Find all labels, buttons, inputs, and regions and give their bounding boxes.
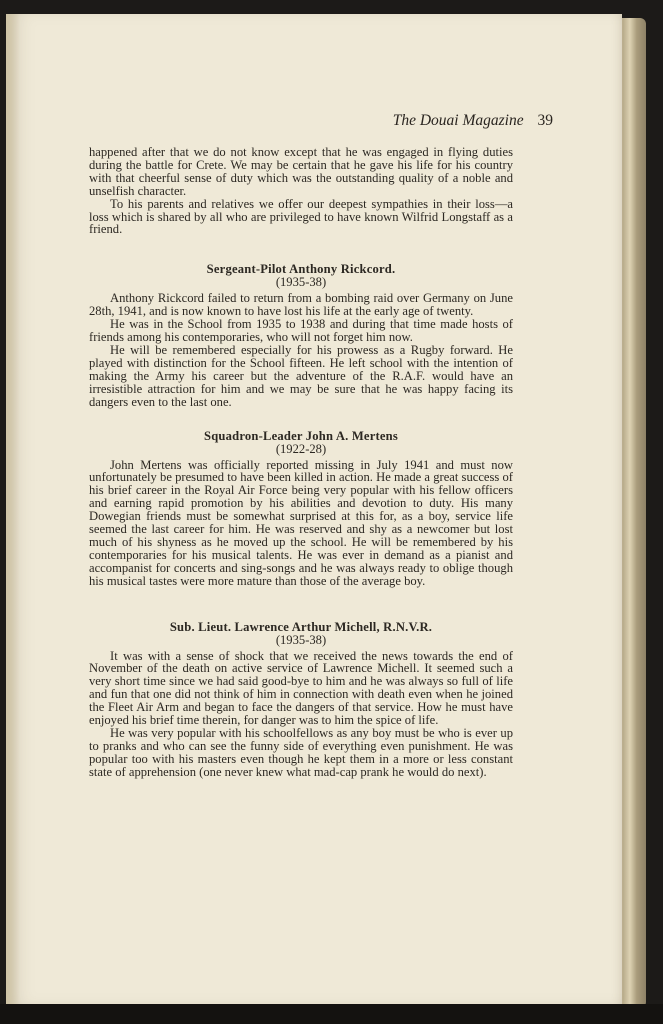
obituary-paragraph: He was in the School from 1935 to 1938 and during that time made hosts of friends among his contemporaries, who will not forget him now. [89,317,513,345]
obituary-paragraph: Anthony Rickcord failed to return from a bombing raid over Germany on June 28th, 1941, and is now known to have lost his life at the early age of twenty. [89,291,513,319]
magazine-title: The Douai Magazine [392,112,524,129]
intro-paragraph: happened after that we do not know except that he was engaged in flying duties during the battle for Crete. We may be certain that he gave his life for his country with that cheerful sense of duty which was the outstanding quality of a noble and unselfish character. [89,145,513,198]
obituary-michell [89,620,513,779]
obituary-paragraph: It was with a sense of shock that we received the news towards the end of November of the death on active service of Lawrence Michell. It seemed such a very short time since we had said good-bye to him and he was always so full of life and fun that one did not think of him in connection with death even when he joined the Fleet Air Arm and began to face the dangers of that service. How he must have enjoyed his brief time therein, for danger was to him the spice of life. [89,648,513,728]
obituary-heading: Sergeant-Pilot Anthony Rickcord. [206,262,396,277]
obituary-paragraph: He will be remembered especially for his prowess as a Rugby forward. He played with distinction for the School fifteen. He left school with the intention of making the Army his career but the adventure of the R.A.F. would have an irresistible attraction for him and we may be sure that he was happy facing its dangers even to the last one. [89,342,513,409]
obituary-years: (1935-38) [275,632,327,647]
obituary-years: (1922-28) [275,441,327,456]
intro-paragraph: To his parents and relatives we offer our deepest sympathies in their loss—a loss which is shared by all who are privileged to have known Wilfrid Longstaff as a friend. [89,196,513,237]
running-header [393,112,553,130]
obituary-paragraph: He was very popular with his schoolfellows as any boy must be who is ever up to pranks and who can see the funny side of everything even punishment. He was popular too with his masters even though he kept them in a more or less constant state of apprehension (one never knew what mad-cap prank he would do next). [89,726,513,779]
binding-shadow [6,14,20,1004]
obituary-heading: Sub. Lieut. Lawrence Arthur Michell, R.N.V.R. [169,619,433,634]
scan-background [0,1004,663,1024]
obituary-heading: Squadron-Leader John A. Mertens [204,428,398,443]
page-number: 39 [537,112,553,129]
obituary-rickcord [89,262,513,408]
page-body [89,146,513,779]
obituary-mertens [89,429,513,588]
obituary-years: (1935-38) [275,275,327,290]
obituary-paragraph: John Mertens was officially reported missing in July 1941 and must now unfortunately be presumed to have been killed in action. He made a great success of his brief career in the Royal Air Force being very popular with his fellow officers and earning rapid promotion by his abilities and devotion to duty. His many Dowegian friends must be somewhat surprised at this for, as a boy, service life seemed the last career for him. He was reserved and shy as a newcomer but lost much of his shyness as he moved up the school. He will be remembered by his contemporaries for his musical talents. He was ever in demand as a pianist and accompanist for concerts and sing-songs and he was always ready to oblige though his musical tastes were more mature than those of the average boy. [89,457,513,588]
